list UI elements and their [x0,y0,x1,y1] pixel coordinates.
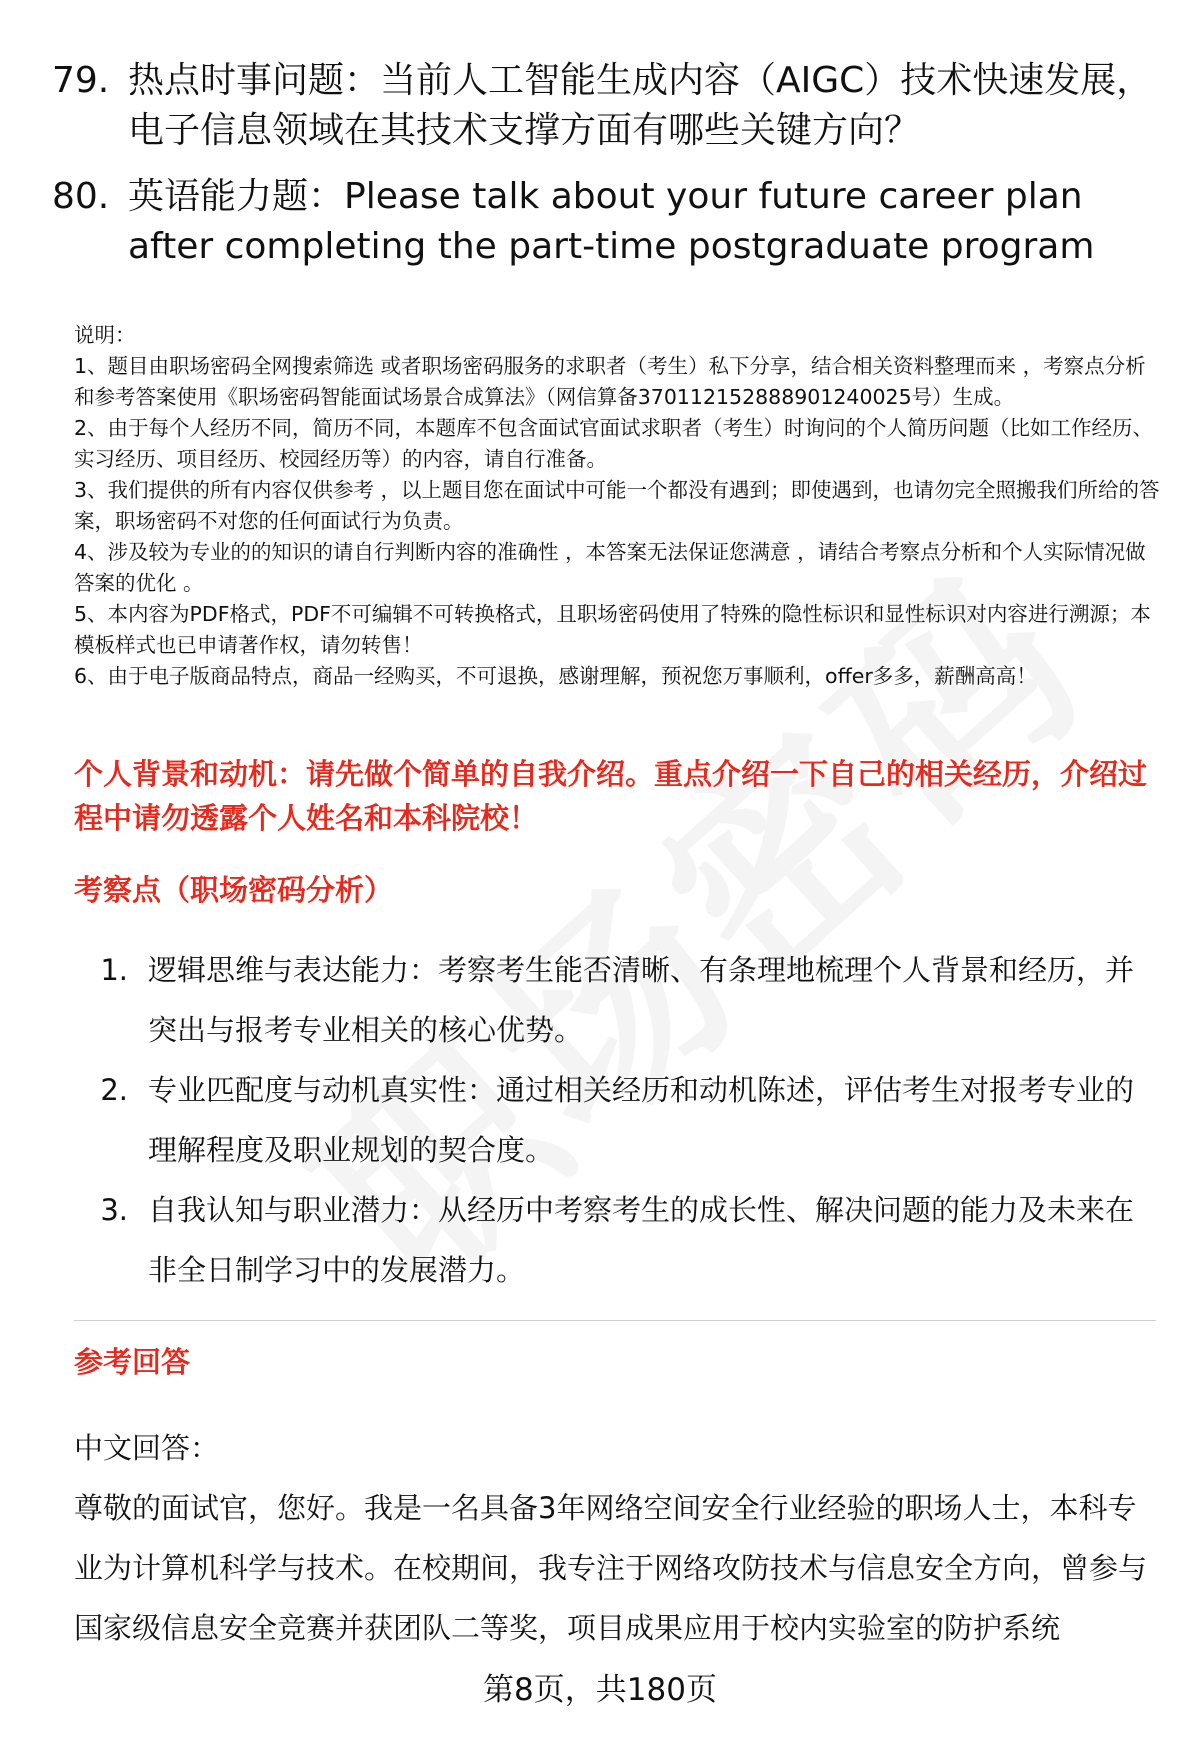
point-text: 专业匹配度与动机真实性：通过相关经历和动机陈述，评估考生对报考专业的理解程度及职业规划的契合度。 [148,1073,1135,1167]
point-number: 3. [100,1193,128,1227]
answer-title: 参考回答 [74,1345,191,1379]
point-number: 1. [100,953,128,987]
point-number: 2. [100,1073,128,1107]
question-79 [52,56,1162,156]
point-text: 逻辑思维与表达能力：考察考生能否清晰、有条理地梳理个人背景和经历，并突出与报考专业相关的核心优势。 [148,953,1135,1047]
note-item: 3、我们提供的所有内容仅供参考 ，以上题目您在面试中可能一个都没有遇到；即使遇到，也请勿完全照搬我们所给的答案，职场密码不对您的任何面试行为负责。 [74,478,1160,533]
answer-section [74,1418,1160,1658]
point-text: 自我认知与职业潜力：从经历中考察考生的成长性、解决问题的能力及未来在非全日制学习中的发展潜力。 [148,1193,1135,1287]
note-item: 4、涉及较为专业的的知识的请自行判断内容的准确性 ，本答案无法保证您满意 ，请结合考察点分析和个人实际情况做答案的优化 。 [74,540,1146,595]
divider [74,1320,1156,1321]
notes-section [74,320,1160,692]
question-number: 79. [52,60,110,101]
analysis-title: 考察点（职场密码分析） [74,873,394,907]
question-text: 热点时事问题：当前人工智能生成内容（AIGC）技术快速发展，电子信息领域在其技术支撑方面有哪些关键方向？ [128,60,1153,151]
question-number: 80. [52,176,110,217]
answer-body: 尊敬的面试官，您好。我是一名具备3年网络空间安全行业经验的职场人士，本科专业为计算机科学与技术。在校期间，我专注于网络攻防技术与信息安全方向，曾参与国家级信息安全竞赛并获团队二等奖，项目成果应用于校内实验室的防护系统 [74,1491,1148,1645]
note-item: 5、本内容为PDF格式，PDF不可编辑不可转换格式，且职场密码使用了特殊的隐性标识和显性标识对内容进行溯源；本模板样式也已申请著作权，请勿转售！ [74,602,1151,657]
section-title: 个人背景和动机：请先做个简单的自我介绍。重点介绍一下自己的相关经历，介绍过程中请勿透露个人姓名和本科院校！ [74,757,1148,835]
question-text: 英语能力题：Please talk about your future career plan after completing the part-time postgraduate program [128,176,1095,267]
list-item [74,1180,1160,1300]
note-item: 2、由于每个人经历不同，简历不同，本题库不包含面试官面试求职者（考生）时询问的个人简历问题（比如工作经历、实习经历、项目经历、校园经历等）的内容，请自行准备。 [74,416,1154,471]
list-item [74,940,1160,1060]
analysis-points [74,940,1160,1300]
note-item: 1、题目由职场密码全网搜索筛选 或者职场密码服务的求职者（考生）私下分享，结合相关资料整理而来 ，考察点分析和参考答案使用《职场密码智能面试场景合成算法》（网信算备370112152888901240025号）生成。 [74,354,1146,409]
list-item [74,1060,1160,1180]
page-footer: 第8页，共180页 [483,1672,717,1708]
question-80 [52,172,1162,272]
note-item: 6、由于电子版商品特点，商品一经购买，不可退换，感谢理解，预祝您万事顺利，offer多多，薪酬高高！ [74,664,1037,688]
answer-label: 中文回答： [74,1431,220,1465]
notes-title: 说明： [74,323,136,347]
